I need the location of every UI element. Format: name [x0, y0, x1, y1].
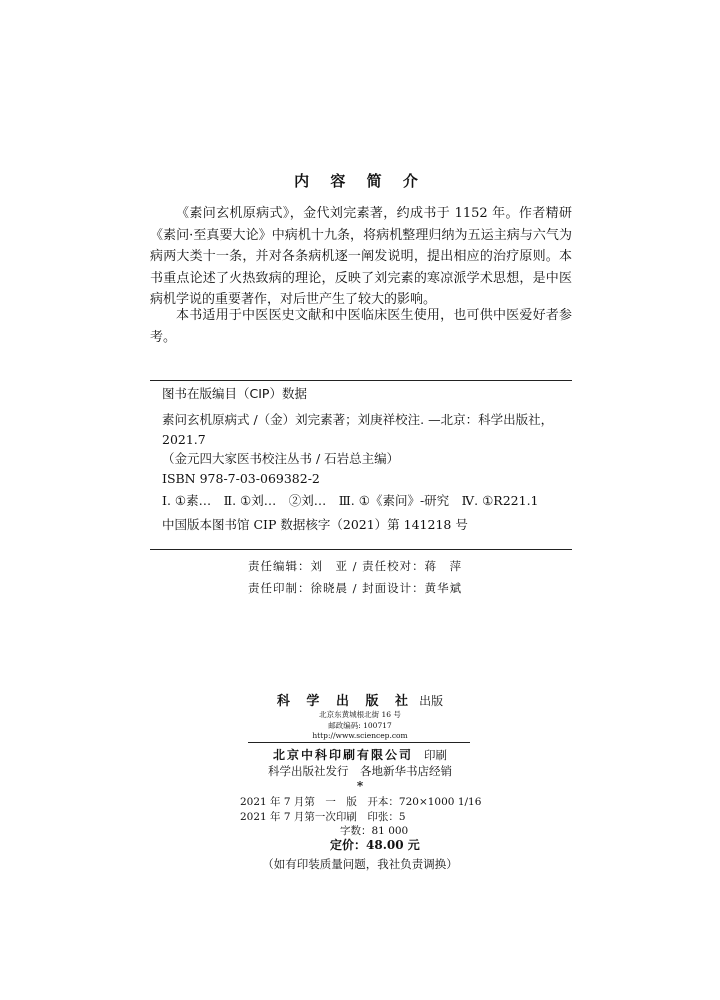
cip-line-classification: Ⅰ. ①素… Ⅱ. ①刘… ②刘… Ⅲ. ①《素问》-研究 Ⅳ. ①R221.1: [162, 493, 539, 508]
price-line: 定价：48.00 元: [330, 838, 420, 852]
cip-line-title: 素问玄机原病式 /（金）刘完素著；刘庚祥校注. —北京：科学出版社，: [162, 412, 554, 427]
cip-top-rule: [150, 380, 572, 381]
separator-star: *: [356, 779, 364, 793]
publisher-line: [0, 690, 720, 709]
publisher-rule: [248, 742, 470, 743]
cip-line-number: 中国版本图书馆 CIP 数据核字（2021）第 141218 号: [162, 516, 468, 532]
page-title: 内 容 简 介: [294, 172, 426, 190]
cip-line-year: 2021.7: [162, 431, 206, 447]
credits-editors: 责任编辑：刘 亚 / 责任校对：蒋 萍: [248, 559, 463, 573]
printer-name: 北京中科印刷有限公司: [272, 748, 413, 762]
publisher-url: http://www.sciencep.com: [312, 731, 408, 740]
printer-suffix: 印刷: [424, 748, 448, 762]
publisher-postcode: 邮政编码: 100717: [328, 721, 392, 730]
printer-line: [0, 744, 720, 763]
credits-production: 责任印制：徐晓晨 / 封面设计：黄华斌: [248, 581, 463, 595]
intro-paragraph-1: 《素问玄机原病式》，金代刘完素著，约成书于 1152 年。作者精研《素问·至真要大论》中病机十九条，将病机整理归纳为五运主病与六气为病两大类十一条，并对各条病机逐一阐发说明，提出相应的治疗原则。本书重点论述了火热致病的理论，反映了刘完素的寒凉派学术思想，是中医病机学说的重要著作，对后世产生了较大的影响。: [150, 206, 572, 308]
publisher-suffix: 出版: [419, 694, 444, 708]
distribution-line: 科学出版社发行 各地新华书店经销: [268, 764, 452, 778]
cip-line-isbn: ISBN 978-7-03-069382-2: [162, 470, 320, 486]
publisher-address: 北京东黄城根北街 16 号: [319, 710, 401, 719]
notice-line: （如有印装质量问题，我社负责调换）: [262, 857, 458, 871]
cip-line-series: （金元四大家医书校注丛书 / 石岩总主编）: [162, 451, 400, 466]
edition-line: 2021 年 7 月第 一 版 开本：720×1000 1/16: [240, 796, 482, 808]
intro-paragraph-2: 本书适用于中医医史文献和中医临床医生使用，也可供中医爱好者参考。: [150, 308, 572, 345]
cip-bottom-rule: [150, 549, 572, 550]
publisher-name: 科 学 出 版 社: [276, 694, 414, 709]
cip-block: [150, 410, 572, 534]
printing-line: 2021 年 7 月第一次印刷 印张：5: [240, 811, 406, 823]
cip-heading: 图书在版编目（CIP）数据: [162, 386, 307, 401]
wordcount-line: 字数：81 000: [340, 825, 409, 837]
